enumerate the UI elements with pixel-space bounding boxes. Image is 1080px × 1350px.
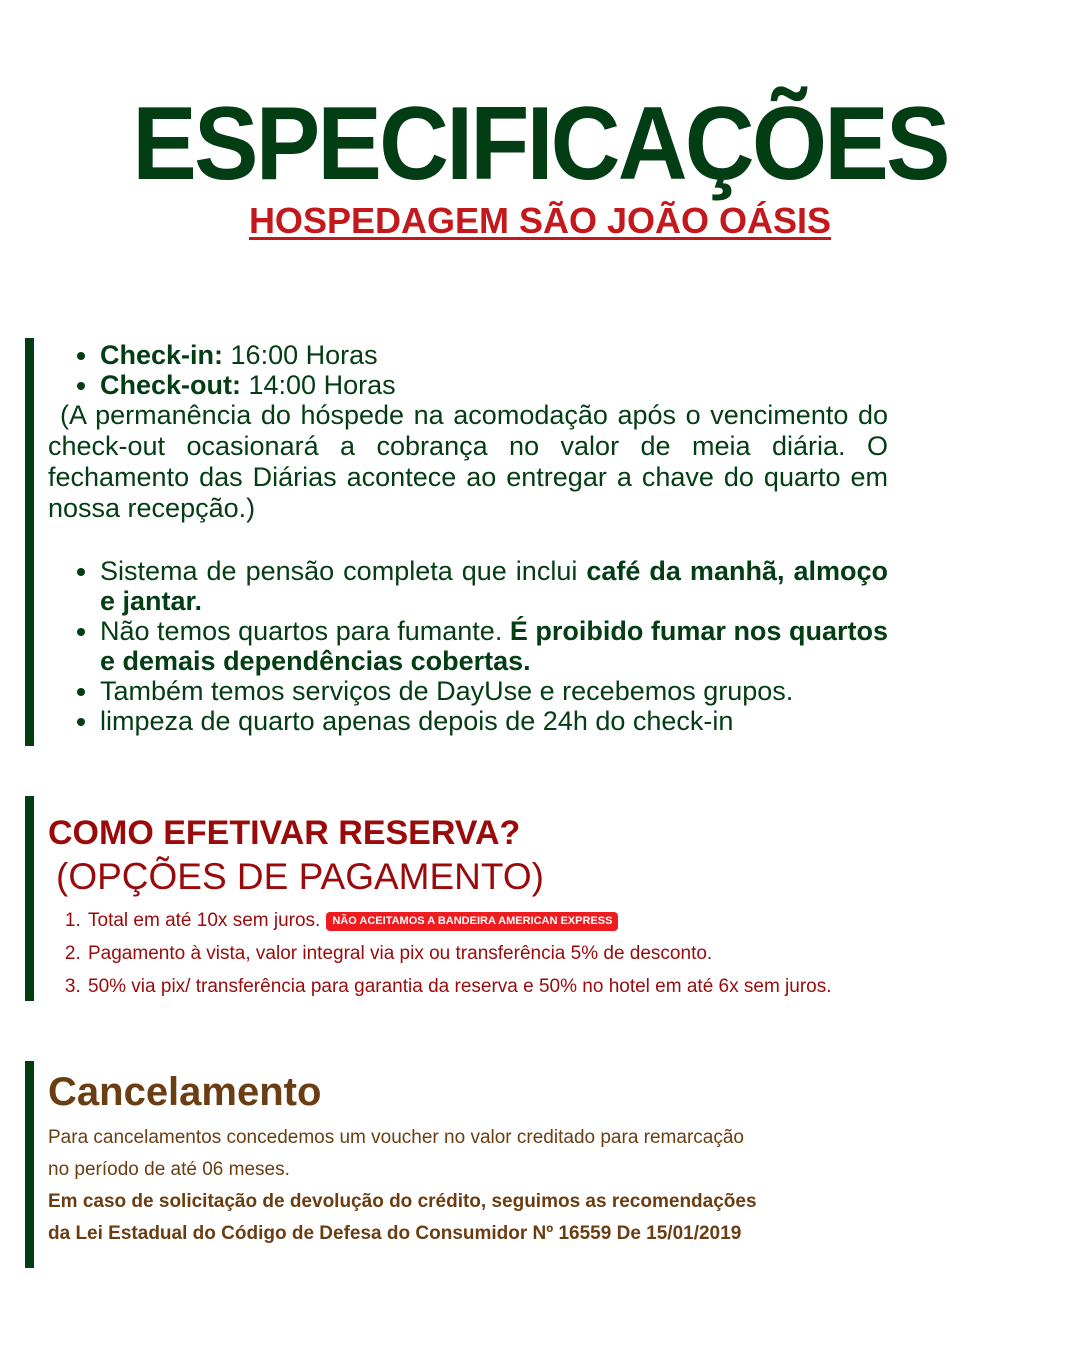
checkout-item	[100, 370, 888, 400]
checkin-label: Check-in:	[100, 340, 224, 370]
section-divider-bar	[25, 1061, 34, 1268]
payment-options-list	[48, 904, 1048, 1003]
specifications-section	[48, 340, 888, 736]
cancellation-legal-text: Em caso de solicitação de devolução do crédito, seguimos as recomendações	[48, 1191, 757, 1212]
cancellation-section	[48, 1062, 948, 1250]
payment-option	[86, 970, 1048, 1003]
cancellation-text: no período de até 06 meses.	[48, 1159, 290, 1180]
cancellation-text: Para cancelamentos concedemos um voucher no valor creditado para remarcação	[48, 1127, 744, 1148]
policy-bold: café da manhã, almoço e jantar.	[100, 556, 888, 616]
policy-item	[100, 676, 888, 706]
payment-option-text: Pagamento à vista, valor integral via pix ou transferência 5% de desconto.	[88, 943, 713, 964]
reservation-section	[48, 810, 1048, 1003]
section-divider-bar	[25, 338, 34, 746]
cancellation-heading: Cancelamento	[48, 1070, 322, 1114]
checkout-value: 14:00 Horas	[241, 370, 396, 400]
checkout-label: Check-out:	[100, 370, 241, 400]
checkout-note: (A permanência do hóspede na acomodação após o vencimento do check-out ocasionará a cobrança no valor de meia diária. O fechamento das Diárias acontece ao entregar a chave do quarto em nossa recepção.)	[48, 400, 888, 523]
checkin-value: 16:00 Horas	[223, 340, 378, 370]
page-title: ESPECIFICAÇÕES	[132, 86, 948, 202]
policy-bold: É proibido fumar nos quartos e demais dependências cobertas.	[100, 616, 888, 676]
section-divider-bar	[25, 796, 34, 1001]
schedule-list	[48, 340, 888, 400]
policy-item	[100, 706, 888, 736]
policy-text: Não temos quartos para fumante.	[100, 616, 510, 646]
payment-option-text: Total em até 10x sem juros.	[88, 910, 321, 931]
payment-option	[86, 904, 1048, 937]
policy-item	[100, 556, 888, 616]
policy-text: limpeza de quarto apenas depois de 24h do check-in	[100, 706, 734, 736]
policy-text: Também temos serviços de DayUse e recebemos grupos.	[100, 676, 794, 706]
checkin-item	[100, 340, 888, 370]
subtitle-text: HOSPEDAGEM SÃO JOÃO OÁSIS	[248, 200, 832, 241]
cancellation-legal-text: da Lei Estadual do Código de Defesa do Consumidor Nº 16559 De 15/01/2019	[48, 1223, 742, 1244]
reservation-subheading: (OPÇÕES DE PAGAMENTO)	[56, 856, 544, 897]
policy-item	[100, 616, 888, 676]
policy-text: Sistema de pensão completa que inclui	[100, 556, 587, 586]
amex-warning-badge: NÃO ACEITAMOS A BANDEIRA AMERICAN EXPRESS	[326, 912, 618, 931]
payment-option-text: 50% via pix/ transferência para garantia da reserva e 50% no hotel em até 6x sem juros.	[88, 976, 832, 997]
payment-option	[86, 937, 1048, 970]
reservation-heading: COMO EFETIVAR RESERVA?	[48, 814, 521, 852]
policies-list	[48, 556, 888, 736]
page-subtitle	[0, 198, 1080, 244]
